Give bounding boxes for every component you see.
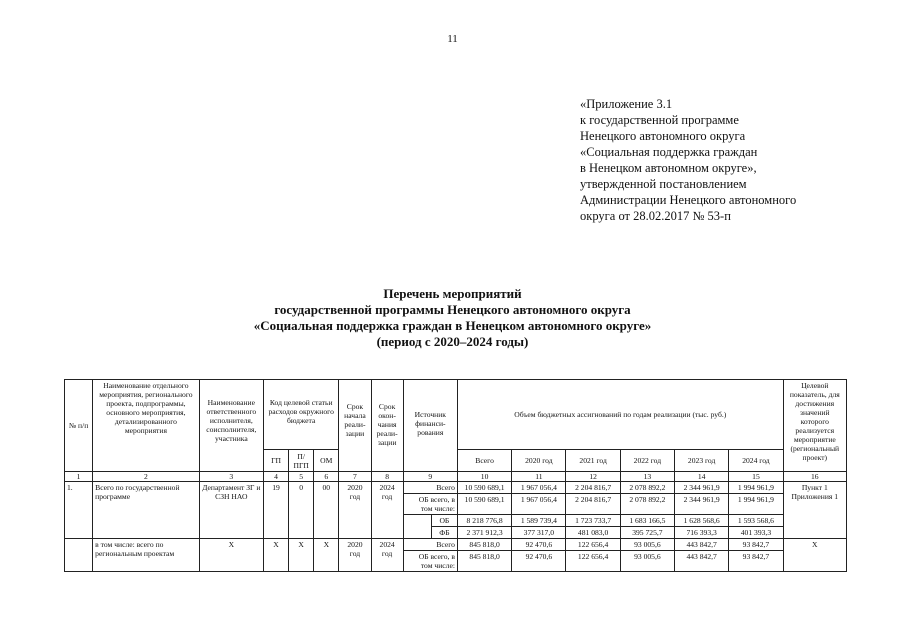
activities-table [64,379,847,572]
title-line: Перечень мероприятий [383,286,522,301]
fin-source: Всего [403,539,457,551]
fin-value: 1 994 961,9 [729,482,783,494]
fin-value: 845 818,0 [457,551,511,572]
fin-value: 2 078 892,2 [620,482,674,494]
fin-value: 1 967 056,4 [512,494,566,515]
fin-value: 2 344 961,9 [675,494,729,515]
row-pgp: Х [289,539,314,572]
fin-value: 93 005,6 [620,539,674,551]
row-gp: 19 [263,482,288,539]
header-name: Наименование отдельного мероприятия, регионального проекта, подпрограммы, основного мероприятия, детализированного мероприятия [93,380,200,472]
column-number: 6 [314,472,339,482]
fin-value: 1 967 056,4 [512,482,566,494]
fin-source: ОБ [431,515,457,527]
row-om: 00 [314,482,339,539]
row-executor: Х [199,539,263,572]
header-total: Всего [457,450,511,472]
appendix-line: к государственной программе [580,113,739,127]
fin-value: 1 593 568,6 [729,515,783,527]
fin-source: ФБ [431,527,457,539]
header-budget-code: Код целевой статьи расходов окружного бюджета [263,380,338,450]
fin-value: 2 344 961,9 [675,482,729,494]
column-number: 10 [457,472,511,482]
header-start: Срок начала реали- зации [339,380,371,472]
row-target: Х [783,539,846,572]
fin-value: 1 589 739,4 [512,515,566,527]
column-number: 14 [675,472,729,482]
column-number: 16 [783,472,846,482]
appendix-line: в Ненецком автономном округе», [580,161,757,175]
fin-value: 2 371 912,3 [457,527,511,539]
row-executor: Департамент ЗГ и СЗН НАО [199,482,263,539]
row-gp: Х [263,539,288,572]
header-target: Целевой показатель, для достижения значений которого реализуется мероприятие (региональный проект) [783,380,846,472]
fin-value: 1 994 961,9 [729,494,783,515]
row-pgp: 0 [289,482,314,539]
fin-value: 93 842,7 [729,539,783,551]
column-number: 8 [371,472,403,482]
row-end: 2024 год [371,539,403,572]
fin-value: 10 590 689,1 [457,482,511,494]
row-name: Всего по государственной программе [93,482,200,539]
fin-value: 716 393,3 [675,527,729,539]
row-om: Х [314,539,339,572]
header-source: Источник финанси- рования [403,380,457,472]
row-end: 2024 год [371,482,403,539]
column-number: 12 [566,472,620,482]
fin-value: 93 005,6 [620,551,674,572]
header-year-2021: 2021 год [566,450,620,472]
fin-value: 8 218 776,8 [457,515,511,527]
column-number: 3 [199,472,263,482]
fin-value: 377 317,0 [512,527,566,539]
fin-value: 401 393,3 [729,527,783,539]
appendix-line: Администрации Ненецкого автономного [580,193,797,207]
header-year-2024: 2024 год [729,450,783,472]
column-number: 5 [289,472,314,482]
column-number: 2 [93,472,200,482]
fin-value: 845 818,0 [457,539,511,551]
header-gp: ГП [263,450,288,472]
header-year-2020: 2020 год [512,450,566,472]
appendix-line: «Социальная поддержка граждан [580,145,758,159]
fin-value: 443 842,7 [675,551,729,572]
header-pgp: П/ ПГП [289,450,314,472]
fin-value: 10 590 689,1 [457,494,511,515]
fin-source: ОБ всего, в том числе: [403,494,457,515]
table-row [65,482,847,494]
row-name: в том числе: всего по региональным проектам [93,539,200,572]
fin-value: 1 723 733,7 [566,515,620,527]
fin-value: 443 842,7 [675,539,729,551]
appendix-line: утвержденной постановлением [580,177,747,191]
column-numbers-row [65,472,847,482]
column-number: 11 [512,472,566,482]
table-row [65,539,847,551]
fin-value: 1 628 568,6 [675,515,729,527]
fin-value: 481 083,0 [566,527,620,539]
row-start: 2020 год [339,539,371,572]
column-number: 15 [729,472,783,482]
fin-value: 92 470,6 [512,539,566,551]
column-number: 13 [620,472,674,482]
header-volume: Объем бюджетных ассигнований по годам реализации (тыс. руб.) [457,380,783,450]
header-year-2023: 2023 год [675,450,729,472]
fin-value: 1 683 166,5 [620,515,674,527]
title-line: государственной программы Ненецкого автономного округа [274,302,631,317]
appendix-line: округа от 28.02.2017 № 53-п [580,209,731,223]
fin-value: 395 725,7 [620,527,674,539]
header-executor: Наименование ответственного исполнителя, соисполнителя, участника [199,380,263,472]
column-number: 9 [403,472,457,482]
header-num: № п/п [65,380,93,472]
header-year-2022: 2022 год [620,450,674,472]
header-om: ОМ [314,450,339,472]
title-line: «Социальная поддержка граждан в Ненецком автономного округе» [253,318,652,333]
column-number: 4 [263,472,288,482]
fin-value: 122 656,4 [566,539,620,551]
fin-value: 2 204 816,7 [566,494,620,515]
fin-source: ОБ всего, в том числе: [403,551,457,572]
column-number: 7 [339,472,371,482]
document-title [0,286,905,350]
appendix-note [580,96,880,224]
row-start: 2020 год [339,482,371,539]
fin-value: 2 078 892,2 [620,494,674,515]
fin-value: 93 842,7 [729,551,783,572]
column-number: 1 [65,472,93,482]
header-end: Срок окон- чания реали- зации [371,380,403,472]
row-number: 1. [65,482,93,539]
fin-source: Всего [403,482,457,494]
fin-value: 122 656,4 [566,551,620,572]
page-number: 11 [447,33,458,45]
row-target: Пункт 1 Приложения 1 [783,482,846,539]
title-line: (период с 2020–2024 годы) [376,334,529,349]
fin-value: 2 204 816,7 [566,482,620,494]
appendix-line: Ненецкого автономного округа [580,129,746,143]
appendix-line: «Приложение 3.1 [580,97,673,111]
fin-value: 92 470,6 [512,551,566,572]
